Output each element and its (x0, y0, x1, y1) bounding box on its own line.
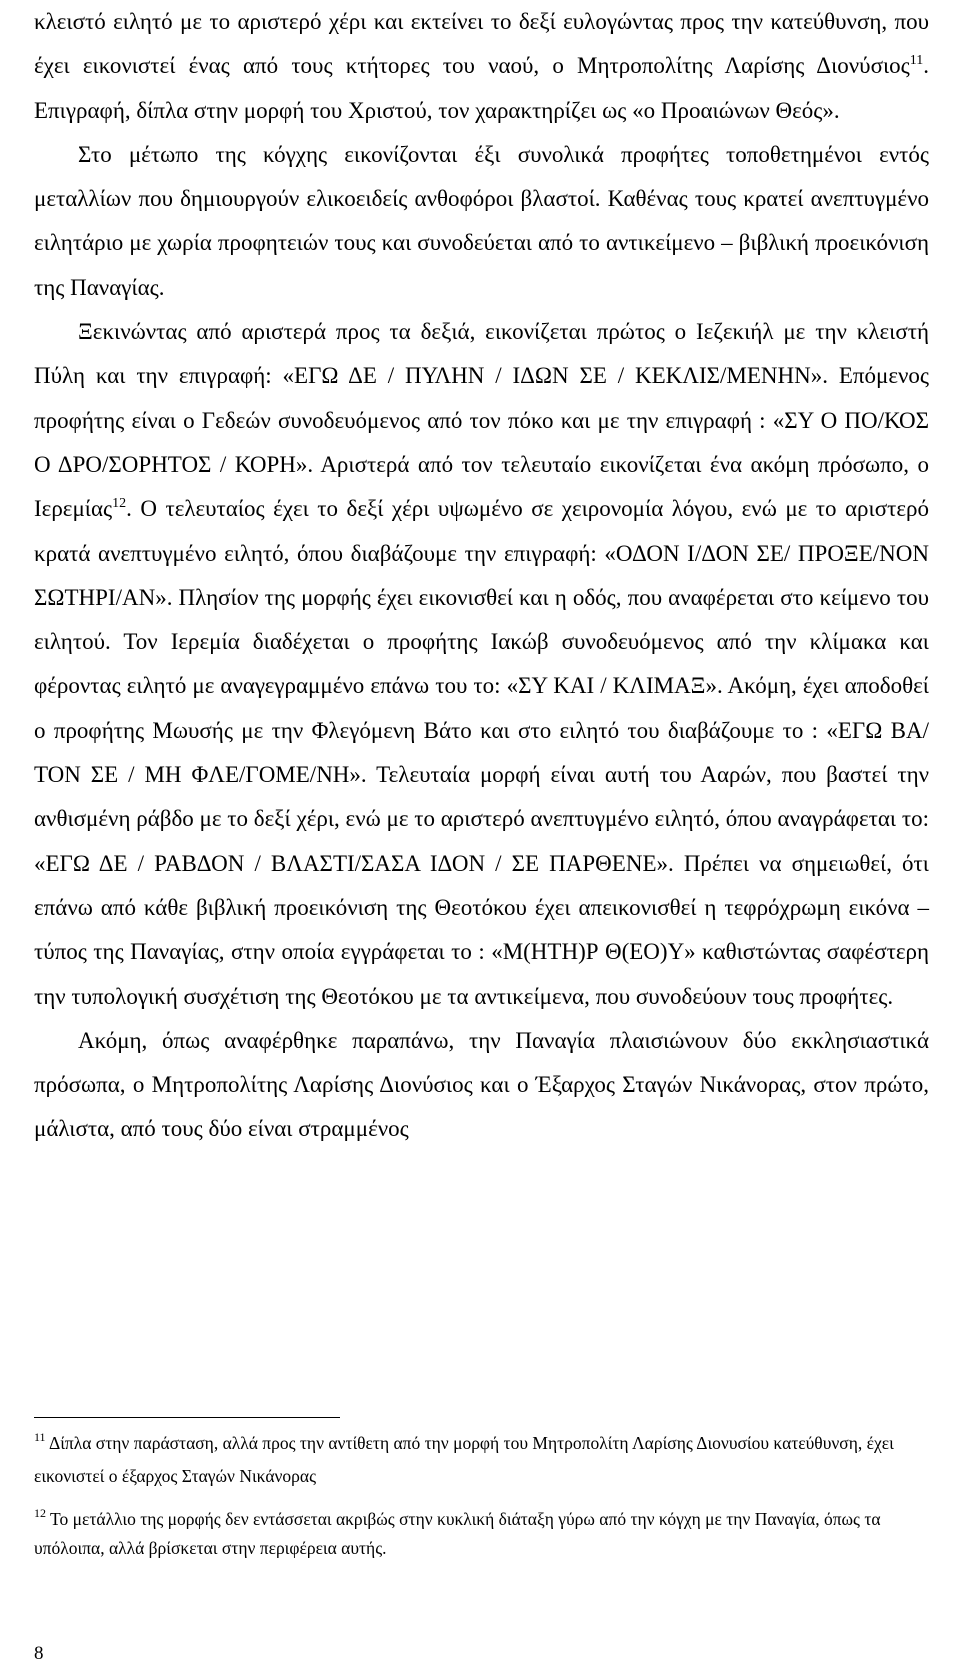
paragraph-text: . Επιγραφή, δίπλα στην μορφή του Χριστού, τον χαρακτηρίζει ως «ο Προαιώνων Θεός». (34, 53, 929, 123)
paragraph-text: κλειστό ειλητό με το αριστερό χέρι και εκτείνει το δεξί ευλογώντας προς την κατεύθυνση, που έχει εικονιστεί ένας από τους κτήτορες του ναού, ο Μητροπολίτης Λαρίσης Διονύσιος (34, 9, 929, 79)
footnote-separator (34, 1417, 340, 1418)
paragraph-prophets-intro: Στο μέτωπο της κόγχης εικονίζονται έξι συνολικά προφήτες τοποθετημένοι εντός μεταλλίων που δημιουργούν ελικοειδείς ανθοφόροι βλαστοί. Καθένας τους κρατεί ανεπτυγμένο ειλητάριο με χωρία προφητειών τους και συνοδεύεται από το αντικείμενο – βιβλική προεικόνιση της Παναγίας. (34, 141, 929, 300)
footnote-number: 11 (34, 1430, 46, 1444)
footnote-11 (34, 1427, 929, 1493)
paragraph-prophets-list (34, 310, 929, 1019)
body-text (34, 0, 929, 1152)
footnote-ref-11[interactable]: 11 (909, 53, 924, 69)
page-number: 8 (34, 1643, 44, 1664)
footnote-text: Δίπλα στην παράσταση, αλλά προς την αντίθετη από την μορφή του Μητροπολίτη Λαρίσης Διονυσίου κατεύθυνση, έχει εικονιστεί ο έξαρχος Σταγών Νικάνορας (34, 1433, 894, 1486)
footnotes (34, 1427, 929, 1575)
footnote-text: Το μετάλλιο της μορφής δεν εντάσσεται ακριβώς στην κυκλική διάταξη γύρω από την κόγχη με την Παναγία, όπως τα υπόλοιπα, αλλά βρίσκεται στην περιφέρεια αυτής. (34, 1509, 881, 1558)
paragraph-continuation (34, 0, 929, 133)
paragraph-clergy: Ακόμη, όπως αναφέρθηκε παραπάνω, την Παναγία πλαισιώνουν δύο εκκλησιαστικά πρόσωπα, ο Μητροπολίτης Λαρίσης Διονύσιος και ο Έξαρχος Σταγών Νικάνορας, στον πρώτο, μάλιστα, από τους δύο είναι στραμμένος (34, 1027, 929, 1142)
paragraph-text: Ξεκινώντας από αριστερά προς τα δεξιά, εικονίζεται πρώτος ο Ιεζεκιήλ με την κλειστή Πύλη και την επιγραφή: «ΕΓΩ ΔΕ / ΠΥΛΗΝ / ΙΔΩΝ ΣΕ / ΚΕΚΛΙΣ/ΜΕΝΗΝ». Επόμενος προφήτης είναι ο Γεδεών συνοδευόμενος από τον πόκο και με την επιγραφή : «ΣΥ Ο ΠΟ/ΚΟΣ Ο ΔΡΟ/ΣΟΡΗΤΟΣ / ΚΟΡΗ». Αριστερά από τον τελευταίο εικονίζεται ένα ακόμη πρόσωπο, ο Ιερεμίας (34, 319, 929, 522)
footnote-12 (34, 1505, 929, 1563)
document-page (34, 0, 929, 1664)
footnote-ref-12[interactable]: 12 (112, 496, 127, 512)
paragraph-text: . Ο τελευταίος έχει το δεξί χέρι υψωμένο σε χειρονομία λόγου, ενώ με το αριστερό κρατά ανεπτυγμένο ειλητό, όπου διαβάζουμε την επιγραφή: «ΟΔΟΝ Ι/ΔΟΝ ΣΕ/ ΠΡΟΞΕ/ΝΟΝ ΣΩΤΗΡΙ/ΑΝ». Πλησίον της μορφής έχει εικονισθεί και η οδός, που αναφέρεται στο κείμενο του ειλητού. Τον Ιερεμία διαδέχεται ο προφήτης Ιακώβ συνοδευόμενος από την κλίμακα και φέροντας ειλητό με αναγεγραμμένο επάνω του το: «ΣΥ ΚΑΙ / ΚΛΙΜΑΞ». Ακόμη, έχει αποδοθεί ο προφήτης Μωυσής με την Φλεγόμενη Βάτο και στο ειλητό του διαβάζουμε το : «ΕΓΩ ΒΑ/ΤΟΝ ΣΕ / ΜΗ ΦΛΕ/ΓΟΜΕ/ΝΗ». Τελευταία μορφή είναι αυτή του Ααρών, που βαστεί την ανθισμένη ράβδο με το δεξί χέρι, ενώ με το αριστερό ανεπτυγμένο ειλητό, όπου αναγράφεται το: «ΕΓΩ ΔΕ / ΡΑΒΔΟΝ / ΒΛΑΣΤΙ/ΣΑΣΑ ΙΔΟΝ / ΣΕ ΠΑΡΘΕΝΕ». Πρέπει να σημειωθεί, ότι επάνω από κάθε βιβλική προεικόνιση της Θεοτόκου έχει απεικονισθεί η τεφρόχρωμη εικόνα – τύπος της Παναγίας, στην οποία εγγράφεται το : «Μ(ΗΤΗ)Ρ Θ(ΕΟ)Υ» καθιστώντας σαφέστερη την τυπολογική συσχέτιση της Θεοτόκου με τα αντικείμενα, που συνοδεύουν τους προφήτες. (34, 496, 929, 1009)
footnote-number: 12 (34, 1506, 46, 1520)
